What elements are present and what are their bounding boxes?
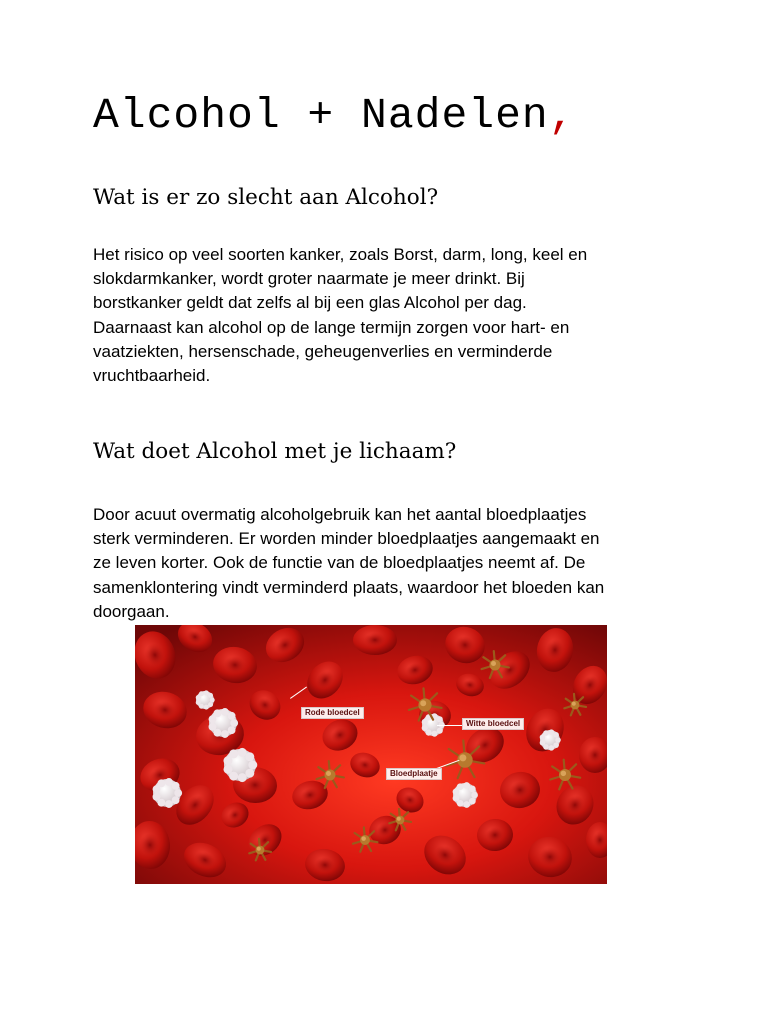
paragraph-line: doorgaan. [93, 601, 170, 621]
paragraph-line: sterk verminderen. Er worden minder bloedplaatjes aangemaakt en [93, 529, 600, 549]
paragraph-line: samenklontering vindt verminderd plaats, waardoor het bloeden kan [93, 577, 605, 597]
white-cell-label: Witte bloedcel [462, 718, 524, 730]
paragraph-line: slokdarmkanker, wordt groter naarmate je meer drinkt. Bij [93, 269, 525, 289]
title-comma: , [548, 91, 576, 140]
paragraph-line: vaatziekten, hersenschade, geheugenverlies en verminderde [93, 341, 553, 361]
section-heading-2: Wat doet Alcohol met je lichaam? [93, 439, 457, 464]
section-paragraph-1 [93, 243, 587, 388]
paragraph-line: vruchtbaarheid. [93, 366, 211, 386]
paragraph-line: borstkanker geldt dat zelfs al bij een glas Alcohol per dag. [93, 293, 527, 313]
red-cell-label: Rode bloedcel [301, 707, 364, 719]
white-cell-pointer [437, 725, 463, 726]
platelet-label: Bloedplaatje [386, 768, 442, 780]
blood-cells-artwork [135, 625, 607, 884]
section-paragraph-2 [93, 503, 604, 624]
paragraph-line: Daarnaast kan alcohol op de lange termijn zorgen voor hart- en [93, 317, 570, 337]
section-heading-1: Wat is er zo slecht aan Alcohol? [93, 185, 439, 210]
document-title [93, 88, 575, 144]
title-text: Alcohol + Nadelen [93, 91, 549, 140]
paragraph-line: Door acuut overmatig alcoholgebruik kan het aantal bloedplaatjes [93, 505, 587, 524]
blood-cells-illustration [135, 625, 607, 884]
paragraph-line: ze leven korter. Ook de functie van de bloedplaatjes neemt af. De [93, 553, 586, 573]
paragraph-line: Het risico op veel soorten kanker, zoals Borst, darm, long, keel en [93, 245, 588, 264]
